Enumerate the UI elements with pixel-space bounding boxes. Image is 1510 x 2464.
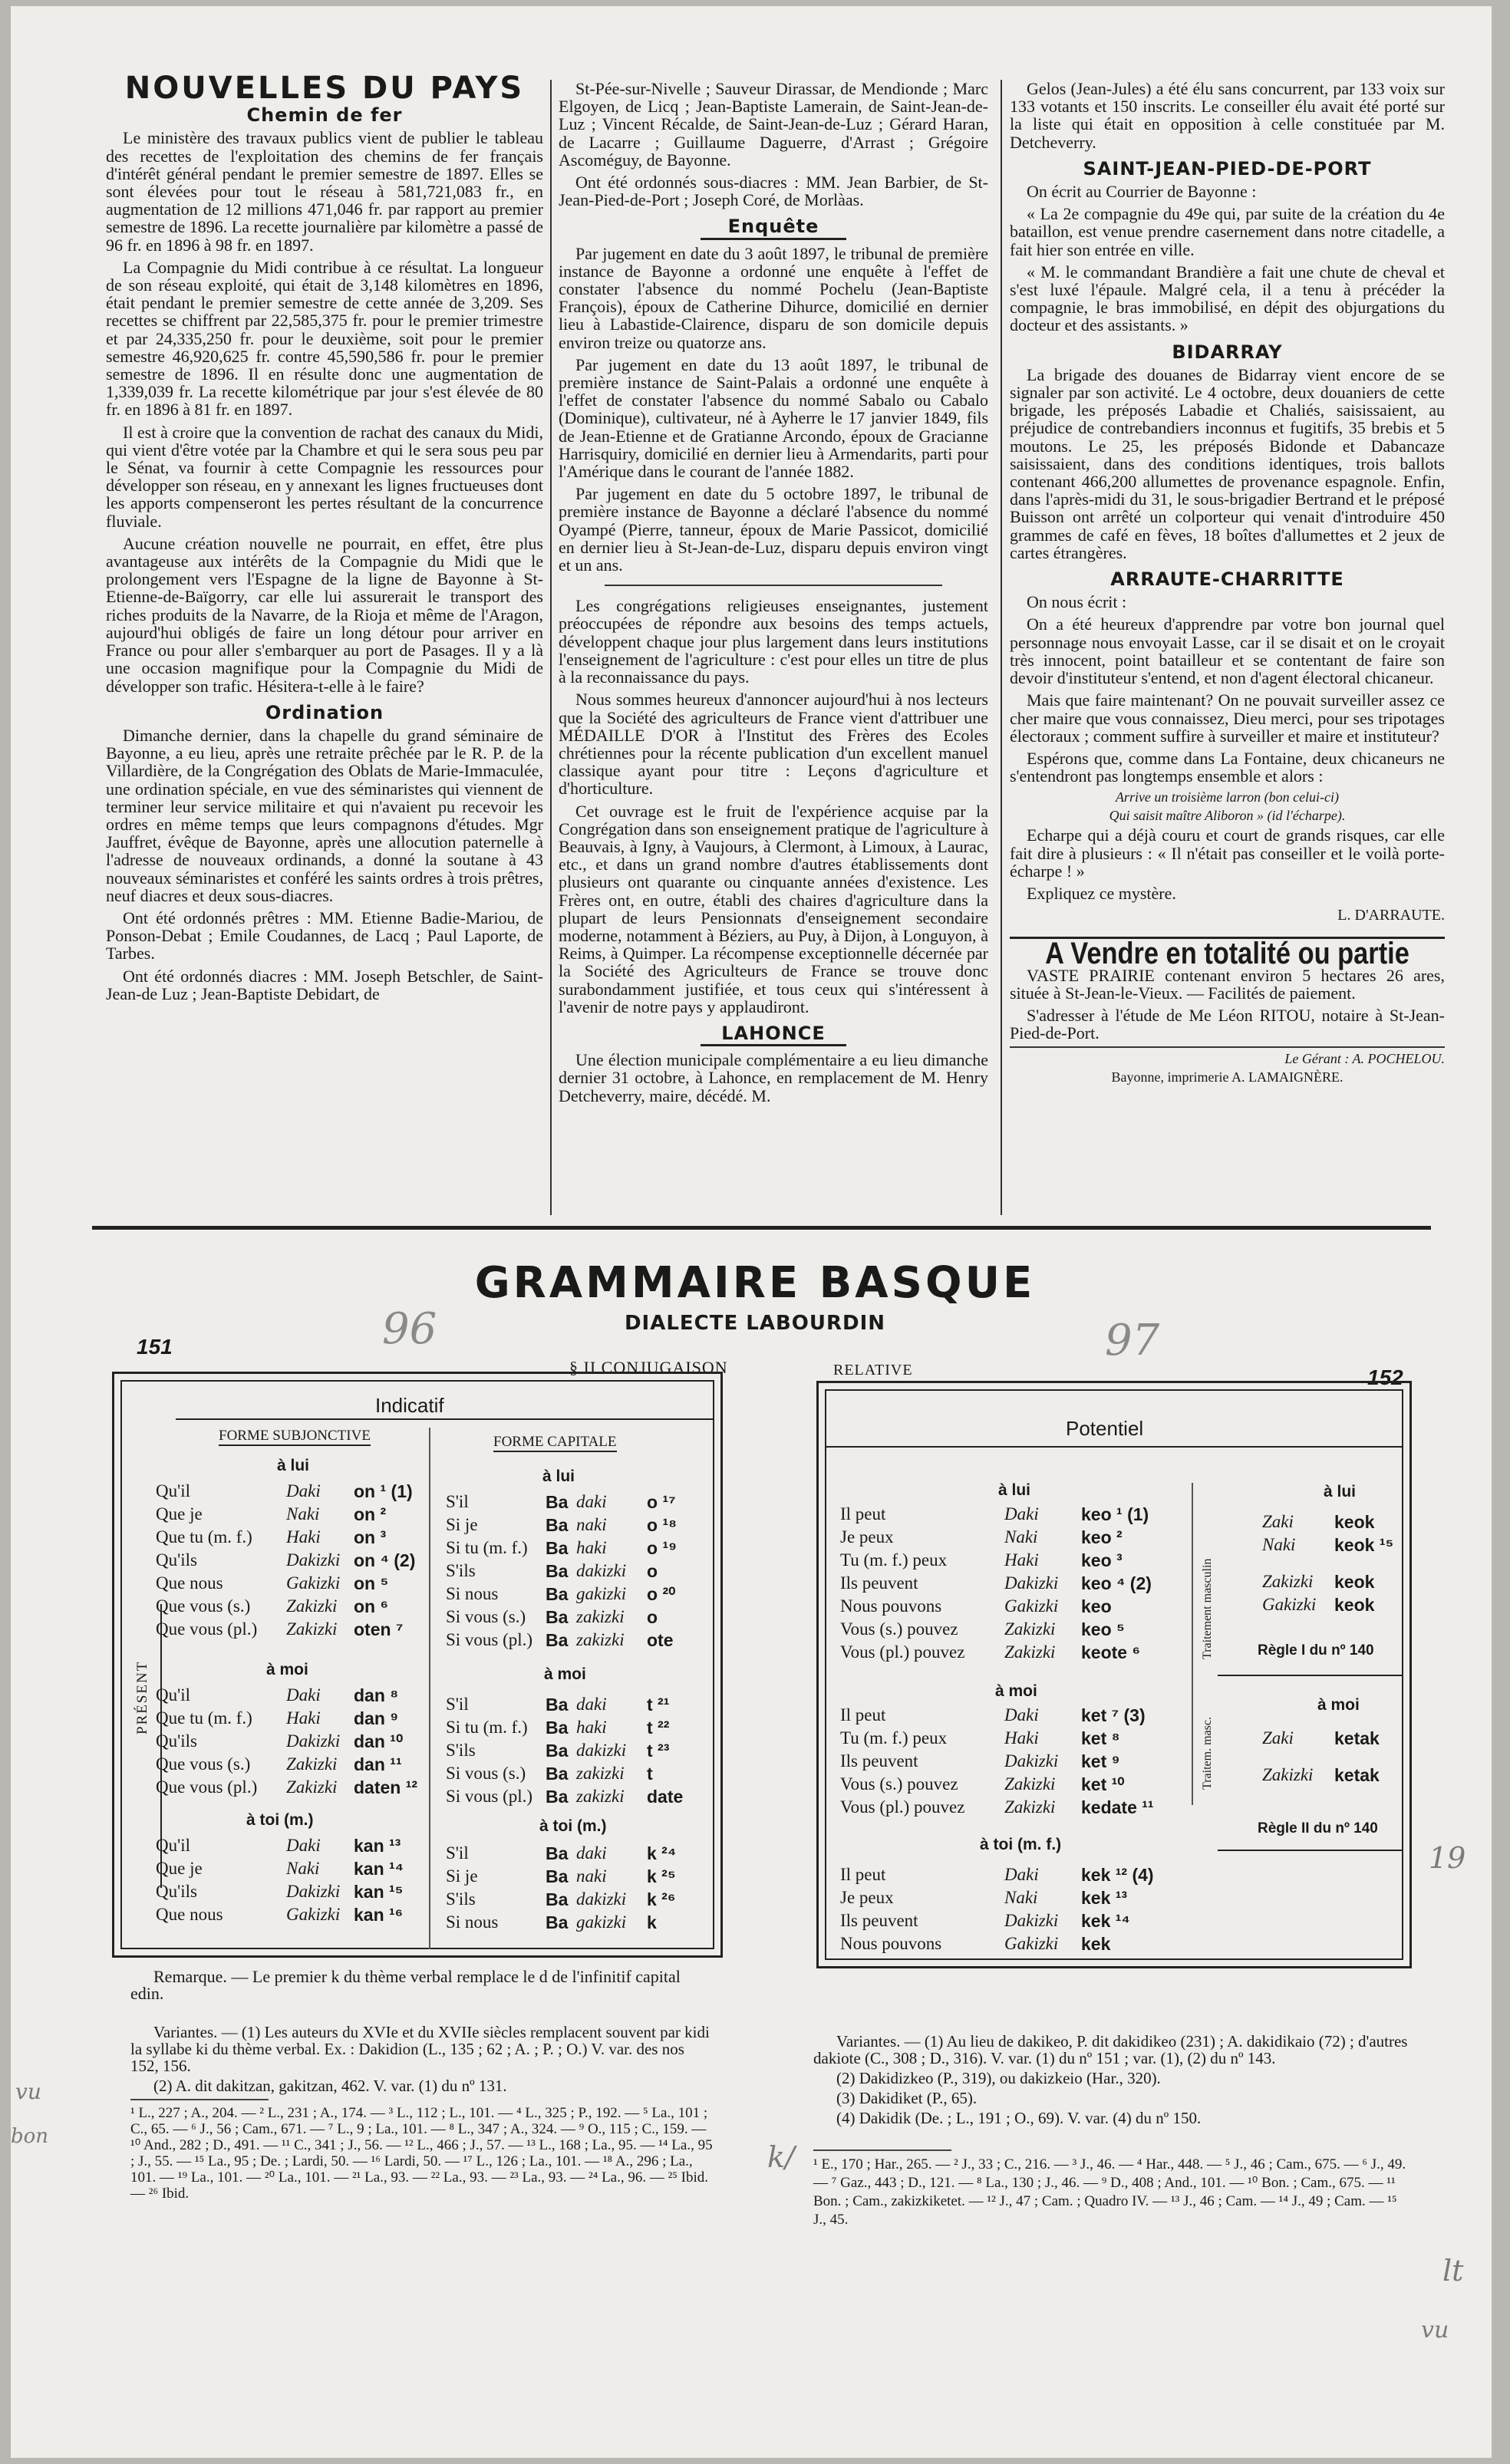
paragraph: Ont été ordonnés sous-diacres : MM. Jean Barbier, de St-Jean-Pied-de-Port ; Joseph Coré, de Morlàas. — [559, 173, 988, 210]
remarque-text: Remarque. — Le premier k du thème verbal remplace le d de l'infinitif capital edin. — [130, 1967, 681, 2003]
stem-cell: daki — [576, 1492, 607, 1511]
stem-cell: Haki — [286, 1527, 321, 1547]
suffix-cell: on ⁶ — [354, 1596, 389, 1616]
table-column-divider — [429, 1428, 430, 1949]
suffix-cell: ket ⁸ — [1081, 1728, 1120, 1748]
pronoun-cell: Qu'ils — [156, 1550, 197, 1570]
paragraph: Une élection municipale complémentaire a eu lieu dimanche dernier 31 octobre, à Lahonce, en remplacement de M. Henry Detcheverry, maire, décédé. M. — [559, 1050, 988, 1105]
column-2 — [559, 80, 988, 1109]
prefix-cell: Ba — [546, 1630, 569, 1650]
paragraph: Espérons que, comme dans La Fontaine, deux chicaneurs ne s'entendront pas longtemps ensemble et alors : — [1010, 748, 1445, 786]
separator — [605, 585, 942, 586]
present-label: PRÉSENT — [134, 1660, 150, 1734]
paragraph: « M. le commandant Brandière a fait une chute de cheval et s'est luxé l'épaule. Malgré cela, il a tenu à précéder la compagnie, le bras immobilisé, en dépit des objurgations du docteur et des assistants. » — [1010, 262, 1445, 335]
stem-cell: Daki — [1004, 1705, 1039, 1724]
stem-cell: zakizki — [576, 1787, 625, 1806]
suffix-cell: keok — [1334, 1512, 1375, 1532]
side-divider — [1218, 1675, 1402, 1676]
stem-cell: daki — [576, 1695, 607, 1714]
regle-2: Règle II du nº 140 — [1258, 1820, 1378, 1836]
section-a-lui: à lui — [998, 1481, 1031, 1499]
stem-cell: naki — [576, 1515, 607, 1534]
suffix-cell: on ⁵ — [354, 1573, 389, 1593]
stem-cell: Zakizki — [1004, 1774, 1056, 1794]
capital-heading: FORME CAPITALE — [493, 1434, 617, 1452]
masthead: NOUVELLES DU PAYS — [124, 71, 525, 106]
footnotes: ¹ L., 227 ; A., 204. — ² L., 231 ; A., 174. — ³ L., 112 ; L., 101. — ⁴ L., 325 ; P., 192. — ⁵ La., 101 ; C., 65. — ⁶ J., 56 ; Cam., 671. — ⁷ L., 9 ; La., 101. — ⁸ L., 347 ; A., 324. — ⁹ O., 115 ; C., 159. — ¹⁰ And., 282 ; D., 491. — ¹¹ C., 341 ; J., 56. — ¹² L., 466 ; J., 57. — ¹³ L., 168 ; La., 95. — ¹⁴ La., 95 ; J., 55. — ¹⁵ La., 95 ; De. ; Lardi, 50. — ¹⁶ Lardi, 50. — ¹⁷ L., 126 ; La., 101. — ¹⁸ A., 296 ; La., 101. — ¹⁹ La., 101. — ²⁰ La., 101. — ²¹ La., 93. — ²² La., 93. — ²³ La., 93. — ²⁴ La., 96. — ²⁵ Ibid. — ²⁶ Ibid. — [130, 2105, 713, 2202]
page-divider-rule — [92, 1226, 1431, 1230]
stem-cell: dakizki — [576, 1889, 627, 1909]
suffix-cell: kek ¹² (4) — [1081, 1865, 1154, 1885]
pronoun-cell: Si vous (s.) — [446, 1764, 526, 1783]
pronoun-cell: S'il — [446, 1695, 469, 1714]
pronoun-cell: Ils peuvent — [840, 1751, 918, 1771]
suffix-cell: keo ² — [1081, 1527, 1123, 1547]
suffix-cell: keok — [1334, 1572, 1375, 1592]
grammar-subtitle: DIALECTE LABOURDIN — [624, 1312, 886, 1335]
section-a-toi: à toi (m.) — [539, 1817, 607, 1835]
potentiel-table — [816, 1381, 1412, 1968]
prefix-cell: Ba — [546, 1741, 569, 1761]
printer-line: Bayonne, imprimerie A. LAMAIGNÈRE. — [1111, 1069, 1344, 1085]
prefix-cell: Ba — [546, 1515, 569, 1535]
pronoun-cell: Je peux — [840, 1527, 894, 1547]
stem-cell: Dakizki — [1004, 1751, 1059, 1771]
suffix-cell: o — [647, 1561, 658, 1581]
suffix-cell: keo ³ — [1081, 1550, 1123, 1570]
pronoun-cell: Qu'il — [156, 1836, 191, 1855]
pronoun-cell: Vous (pl.) pouvez — [840, 1797, 965, 1817]
paragraph: Le ministère des travaux publics vient de publier le tableau des recettes de l'exploitation des chemins de fer français d'intérêt général pendant le premier semestre de 1897. Elles se sont élevées pour tout le réseau à 581,721,083 fr., en augmentation de 12 millions 471,046 fr. par rapport au premier semestre de 1896. La recette journalière par kilomètre a passé de 96 fr. en 1896 à 98 fr. en 1897. — [106, 128, 543, 255]
suffix-cell: t — [647, 1764, 653, 1784]
heading-chemin-de-fer: Chemin de fer — [246, 104, 403, 127]
stem-cell: dakizki — [576, 1741, 627, 1760]
heading-saint-jean-pied-de-port: SAINT-JEAN-PIED-DE-PORT — [1083, 157, 1372, 180]
stem-cell: Naki — [286, 1859, 320, 1878]
paragraph: La Compagnie du Midi contribue à ce résultat. La longueur de son réseau exploité, qui était de 3,148 kilomètres en 1896, était pendant le premier semestre de cette année de 3,209. Ses recettes se chiffrent par 22,585,375 fr. pour le premier trimestre et par 24,335,250 fr. pour le deuxième, soit pour le premier semestre 46,920,625 fr. contre 45,590,586 fr. pour le premier semestre de 1896. Il en résulte donc une augmentation de 1,339,039 fr. La recette kilométrique par jour s'est élevée de 80 fr. en 1896 à 81 fr. en 1897. — [106, 257, 543, 420]
verse-line: Arrive un troisième larron (bon celui-ci) — [1115, 789, 1340, 805]
paragraph: Gelos (Jean-Jules) a été élu sans concurrent, par 133 voix sur 133 votants et 150 inscrits. Le conseiller élu avait été porté sur la liste qui était en opposition à celle constituée par M. Detcheverry. — [1010, 79, 1445, 152]
pencil-mark: 19 — [1429, 1841, 1466, 1875]
stem-cell: Gakizki — [286, 1905, 341, 1924]
section-a-moi: à moi — [266, 1661, 308, 1678]
stem-cell: Zakizki — [1262, 1765, 1314, 1784]
pronoun-cell: Qu'il — [156, 1685, 191, 1705]
suffix-cell: t ²¹ — [647, 1695, 670, 1715]
stem-cell: zakizki — [576, 1630, 625, 1649]
stem-cell: Dakizki — [1004, 1911, 1059, 1930]
suffix-cell: keo — [1081, 1596, 1112, 1616]
advertisement — [1010, 937, 1445, 1042]
remarque — [130, 1968, 714, 2005]
pronoun-cell: Qu'ils — [156, 1731, 197, 1751]
suffix-cell: ket ⁷ (3) — [1081, 1705, 1146, 1725]
variantes-text: (2) Dakidizkeo (P., 319), ou dakizkeio (Har., 320). — [836, 2069, 1161, 2087]
suffix-cell: kek ¹³ — [1081, 1888, 1128, 1908]
paragraph: Expliquez ce mystère. — [1027, 883, 1176, 903]
stem-cell: Gakizki — [1004, 1934, 1059, 1953]
paragraph: « La 2e compagnie du 49e qui, par suite de la création du 4e bataillon, est venue prendre casernement dans notre citadelle, a fait hier son entrée en ville. — [1010, 204, 1445, 259]
pronoun-cell: Il peut — [840, 1504, 886, 1524]
newspaper-section — [106, 71, 1445, 1215]
column-3 — [1010, 80, 1445, 1088]
suffix-cell: keok — [1334, 1595, 1375, 1615]
stem-cell: dakizki — [576, 1561, 627, 1580]
prefix-cell: Ba — [546, 1889, 569, 1909]
suffix-cell: ket ¹⁰ — [1081, 1774, 1125, 1794]
pronoun-cell: Nous pouvons — [840, 1596, 942, 1616]
pronoun-cell: Nous pouvons — [840, 1934, 942, 1953]
suffix-cell: k ²⁵ — [647, 1866, 676, 1886]
suffix-cell: keote ⁶ — [1081, 1642, 1141, 1662]
stem-cell: Naki — [286, 1504, 320, 1524]
stem-cell: Gakizki — [1004, 1596, 1059, 1616]
table-inner-border — [120, 1380, 714, 1949]
stem-cell: Naki — [1004, 1888, 1038, 1907]
stem-cell: Zakizki — [286, 1596, 338, 1616]
verse-line: Qui saisit maître Aliboron » (id l'écharpe). — [1109, 808, 1346, 824]
suffix-cell: o ¹⁷ — [647, 1492, 676, 1512]
pronoun-cell: Que tu (m. f.) — [156, 1708, 252, 1728]
section-a-lui: à lui — [542, 1468, 575, 1485]
stem-cell: Zakizki — [1262, 1572, 1314, 1591]
suffix-cell: ketak — [1334, 1765, 1380, 1785]
suffix-cell: keo ⁵ — [1081, 1619, 1125, 1639]
pronoun-cell: Ils peuvent — [840, 1573, 918, 1593]
paragraph: Les congrégations religieuses enseignantes, justement préoccupées de répondre aux besoins des temps actuels, développent chaque jour plus largement dans leurs institutions l'enseignement de l'agriculture : c'est pour elles un titre de plus à la reconnaissance du pays. — [559, 596, 988, 687]
suffix-cell: daten ¹² — [354, 1777, 418, 1797]
paragraph: Cet ouvrage est le fruit de l'expérience acquise par la Congrégation dans son enseignement pratique de l'agriculture à Beauvais, à Igny, à Vaujours, à Clermont, à Limoux, à Laurac, etc., et dans un grand nombre d'autres établissements dont plusieurs ont quarante ou cinquante années d'existence. Les Frères ont, en outre, établi des chaires d'agriculture dans la plupart de leurs Pensionnats d'enseignement secondaire moderne, notamment à Béziers, au Puy, à Dijon, à Longuyon, à Reims, à Quimper. La récompense exceptionnelle décernée par la Société des Agriculteurs de France se trouve donc surabondamment justifiée, et tous ceux qui s'intéressent à l'avenir de notre pays y applaudiront. — [559, 801, 988, 1016]
stem-cell: haki — [576, 1538, 607, 1557]
section-a-toi: à toi (m.) — [246, 1811, 314, 1829]
variantes-text: Variantes. — (1) Au lieu de dakikeo, P. dit dakidikeo (231) ; A. dakidikaio (72) ; d'autres dakiote (C., 308 ; D., 316). V. var. (1) du nº 151 ; var. (1), (2) du nº 143. — [813, 2032, 1408, 2067]
suffix-cell: o ¹⁸ — [647, 1515, 677, 1535]
stem-cell: Daki — [286, 1481, 321, 1500]
column-1 — [106, 71, 543, 1007]
paragraph: St-Pée-sur-Nivelle ; Sauveur Dirassar, de Mendionde ; Marc Elgoyen, de Licq ; Jean-Baptiste Lamerain, de Saint-Jean-de-Luz ; Vincent Récalde, de Saint-Jean-de-Luz ; Gérard Haran, de Lacarre ; Guillaume Daguerre, d'Arrast ; Grégoire Ascoméguy, de Bayonne. — [559, 79, 988, 170]
footnote-rule — [130, 2099, 269, 2100]
stem-cell: Dakizki — [1004, 1573, 1059, 1593]
suffix-cell: kan ¹³ — [354, 1836, 401, 1856]
stem-cell: haki — [576, 1718, 607, 1737]
pronoun-cell: Vous (s.) pouvez — [840, 1774, 958, 1794]
stem-cell: Zakizki — [286, 1754, 338, 1774]
ad-contact: S'adresser à l'étude de Me Léon RITOU, notaire à St-Jean-Pied-de-Port. — [1010, 1005, 1445, 1043]
suffix-cell: t ²³ — [647, 1741, 670, 1761]
stem-cell: Haki — [1004, 1728, 1039, 1748]
suffix-cell: o ²⁰ — [647, 1584, 676, 1604]
suffix-cell: k ²⁶ — [647, 1889, 676, 1909]
pronoun-cell: Qu'il — [156, 1481, 191, 1500]
stem-cell: Daki — [1004, 1504, 1039, 1524]
prefix-cell: Ba — [546, 1584, 569, 1604]
paragraph: Ont été ordonnés diacres : MM. Joseph Betschler, de Saint-Jean-de Luz ; Jean-Baptiste Debidart, de — [106, 966, 543, 1003]
ad-title: A Vendre en totalité ou partie — [1045, 937, 1409, 971]
suffix-cell: date — [647, 1787, 684, 1807]
suffix-cell: ketak — [1334, 1728, 1380, 1748]
prefix-cell: Ba — [546, 1843, 569, 1863]
paragraph: On a été heureux d'apprendre par votre bon journal quel personnage nous envoyait Lasse, car il se disait et on le croyait très innocent, point batailleur et se contentant de faire son devoir d'instituteur s'entend, et non d'agent électoral chicaneur. — [1010, 614, 1445, 688]
section-a-moi: à moi — [995, 1682, 1037, 1700]
suffix-cell: t ²² — [647, 1718, 670, 1738]
stem-cell: zakizki — [576, 1764, 625, 1783]
heading-lahonce: LAHONCE — [701, 1025, 846, 1046]
suffix-cell: k ²⁴ — [647, 1843, 677, 1863]
suffix-cell: keo ¹ (1) — [1081, 1504, 1149, 1524]
prefix-cell: Ba — [546, 1787, 569, 1807]
pronoun-cell: Que vous (pl.) — [156, 1777, 258, 1797]
pronoun-cell: Ils peuvent — [840, 1911, 918, 1930]
suffix-cell: kek ¹⁴ — [1081, 1911, 1130, 1931]
pronoun-cell: S'ils — [446, 1561, 476, 1580]
footnote-rule — [813, 2149, 951, 2151]
stem-cell: Zakizki — [1004, 1642, 1056, 1662]
pronoun-cell: Il peut — [840, 1865, 886, 1884]
pronoun-cell: Si tu (m. f.) — [446, 1538, 528, 1557]
suffix-cell: on ² — [354, 1504, 387, 1524]
stem-cell: Gakizki — [1262, 1595, 1317, 1614]
handwritten-number: 97 — [1105, 1316, 1160, 1365]
pronoun-cell: Je peux — [840, 1888, 894, 1907]
suffix-cell: keo ⁴ (2) — [1081, 1573, 1152, 1593]
subjunctive-heading: FORME SUBJONCTIVE — [219, 1428, 371, 1446]
stem-cell: Zakizki — [1004, 1619, 1056, 1639]
stem-cell: Zakizki — [286, 1777, 338, 1797]
prefix-cell: Ba — [546, 1492, 569, 1512]
stem-cell: Dakizki — [286, 1731, 341, 1751]
paragraph: Echarpe qui a déjà couru et court de grands risques, car elle fait dire à plusieurs : « Il n'était pas conseiller et le voilà porte-écharpe ! » — [1010, 825, 1445, 881]
stem-cell: Naki — [1004, 1527, 1038, 1547]
paragraph: Par jugement en date du 13 août 1897, le tribunal de première instance de Saint-Palais a ordonné une enquête à l'effet de constater l'absence du nommé Sabalo ou Cabalo (Dominique), cultivateur, né à Ayherre le 17 janvier 1849, fils de Jean-Etienne et de Gratianne Arcondo, époux de Gracianne Harrisquiry, domicilié en dernier lieu à Armendarits, parti pour l'Amérique dans le courant de l'année 1882. — [559, 354, 988, 482]
suffix-cell: kan ¹⁶ — [354, 1905, 404, 1925]
variantes-text: (3) Dakidiket (P., 65). — [836, 2089, 978, 2107]
pronoun-cell: Que vous (pl.) — [156, 1619, 258, 1639]
pencil-mark: lt — [1442, 2254, 1464, 2288]
stem-cell: Haki — [286, 1708, 321, 1728]
pronoun-cell: Il peut — [840, 1705, 886, 1724]
stem-cell: Daki — [286, 1685, 321, 1705]
regle-1: Règle I du nº 140 — [1258, 1642, 1374, 1659]
prefix-cell: Ba — [546, 1912, 569, 1932]
pronoun-cell: Tu (m. f.) peux — [840, 1728, 948, 1748]
suffix-cell: on ⁴ (2) — [354, 1550, 416, 1570]
prefix-cell: Ba — [546, 1538, 569, 1558]
stem-cell: naki — [576, 1866, 607, 1886]
paragraph: Par jugement en date du 5 octobre 1897, le tribunal de première instance de Bayonne a déclaré l'absence du nommé Oyampé (Pierre, tanneur, époux de Marie Passicot, domicilié en dernier lieu à St-Jean-de-Luz, disparu depuis environ vingt et un ans. — [559, 484, 988, 575]
pronoun-cell: Si vous (pl.) — [446, 1630, 533, 1649]
column-divider — [550, 80, 552, 1215]
section-a-lui: à lui — [277, 1457, 310, 1474]
paragraph: Aucune création nouvelle ne pourrait, en effet, être plus avantageuse aux intérêts de la Compagnie du Midi que le prolongement vers l'Espagne de la ligne de Bayonne à St-Etienne-de-Baïgorry, car elle lui assurerait le transport des riches produits de la Navarre, de la Rioja et même de l'Aragon, aujourd'hui obligés de faire un long détour pour arriver en France ou pour aller s'embarquer au port de Pasages. Il y a là une occasion magnifique pour la Compagnie du Midi de développer son trafic. Hésitera-t-elle à le faire? — [106, 533, 543, 696]
grammar-title: GRAMMAIRE BASQUE — [474, 1258, 1036, 1308]
table-rule — [176, 1418, 713, 1420]
suffix-cell: on ³ — [354, 1527, 387, 1547]
paragraph: La brigade des douanes de Bidarray vient encore de se signaler par son activité. Le 4 octobre, deux douaniers de cette brigade, les préposés Labadie et Chaliés, saisissaient, au préjudice de contrebandiers inconnus et fugitifs, 35 brebis et 5 moutons. Le 25, les préposés Bidonde et Dabancaze saisissaient, dans des conditions identiques, trois ballots contenant 466,200 allumettes de provenance espagnole. Enfin, dans l'après-midi du 31, le sous-brigadier Bertrand et le préposé Buisson ont arrêté un colporteur qui venait d'introduire 450 grammes de café en fèves, 18 boîtes d'allumettes et 2 jeux de cartes étrangères. — [1010, 364, 1445, 562]
stem-cell: Zakizki — [1004, 1797, 1056, 1817]
section-a-moi: à moi — [544, 1665, 586, 1683]
suffix-cell: dan ¹¹ — [354, 1754, 402, 1774]
pronoun-cell: S'ils — [446, 1741, 476, 1760]
paragraph: Ont été ordonnés prêtres : MM. Etienne Badie-Mariou, de Ponson-Debat ; Emile Coudannes, de Lacq ; Paul Laporte, de Tarbes. — [106, 908, 543, 964]
stem-cell: Gakizki — [286, 1573, 341, 1593]
signature: L. D'ARRAUTE. — [1337, 907, 1445, 924]
suffix-cell: kedate ¹¹ — [1081, 1797, 1154, 1817]
indicatif-table — [112, 1372, 723, 1958]
prefix-cell: Ba — [546, 1695, 569, 1715]
heading-arraute-charritte: ARRAUTE-CHARRITTE — [1110, 568, 1344, 591]
prefix-cell: Ba — [546, 1764, 569, 1784]
prefix-cell: Ba — [546, 1718, 569, 1738]
handwritten-number: 96 — [382, 1304, 437, 1354]
paragraph: On écrit au Courrier de Bayonne : — [1027, 182, 1257, 202]
pronoun-cell: S'ils — [446, 1889, 476, 1909]
stem-cell: Zakizki — [286, 1619, 338, 1639]
stem-cell: zakizki — [576, 1607, 625, 1626]
prefix-cell: Ba — [546, 1607, 569, 1627]
ad-body: VASTE PRAIRIE contenant environ 5 hectares 26 ares, située à St-Jean-le-Vieux. — Facilités de paiement. — [1010, 965, 1445, 1003]
stem-cell: Naki — [1262, 1535, 1296, 1554]
pronoun-cell: Que tu (m. f.) — [156, 1527, 252, 1547]
stem-cell: Daki — [286, 1836, 321, 1855]
page-number-right: 152 — [1367, 1365, 1403, 1389]
vertical-label-masculin: Traitement masculin — [1201, 1558, 1214, 1659]
pencil-mark: bon — [11, 2125, 49, 2148]
suffix-cell: keok ¹⁵ — [1334, 1535, 1394, 1555]
section-a-toi: à toi (m. f.) — [980, 1836, 1062, 1853]
pronoun-cell: Si vous (s.) — [446, 1607, 526, 1626]
prefix-cell: Ba — [546, 1866, 569, 1886]
pronoun-cell: Si tu (m. f.) — [446, 1718, 528, 1737]
suffix-cell: kek — [1081, 1934, 1111, 1954]
stem-cell: Daki — [1004, 1865, 1039, 1884]
pronoun-cell: Tu (m. f.) peux — [840, 1550, 948, 1570]
heading-enquete: Enquête — [701, 218, 846, 239]
suffix-cell: ote — [647, 1630, 674, 1650]
pronoun-cell: S'il — [446, 1492, 469, 1511]
pronoun-cell: Si vous (pl.) — [446, 1787, 533, 1806]
page-number-left: 151 — [137, 1335, 173, 1359]
variantes-right — [813, 2033, 1412, 2232]
pronoun-cell: S'il — [446, 1843, 469, 1863]
suffix-cell: on ¹ (1) — [354, 1481, 413, 1501]
heading-ordination: Ordination — [265, 701, 384, 723]
variantes-text: (4) Dakidik (De. ; L., 191 ; O., 69). V. var. (4) du nº 150. — [836, 2109, 1202, 2127]
stem-cell: Dakizki — [286, 1882, 341, 1901]
pronoun-cell: Que vous (s.) — [156, 1754, 251, 1774]
pronoun-cell: Si nous — [446, 1584, 499, 1603]
vertical-label-masc: Traitem. masc. — [1201, 1717, 1214, 1790]
pencil-mark: vu — [1421, 2317, 1449, 2344]
pronoun-cell: Que vous (s.) — [156, 1596, 251, 1616]
heading-bidarray: BIDARRAY — [1172, 341, 1283, 363]
side-divider — [1218, 1850, 1402, 1851]
pencil-mark: k/ — [767, 2140, 795, 2174]
pronoun-cell: Que nous — [156, 1573, 223, 1593]
prefix-cell: Ba — [546, 1561, 569, 1581]
suffix-cell: kan ¹⁵ — [354, 1882, 404, 1902]
suffix-cell: k — [647, 1912, 657, 1932]
paragraph: Il est à croire que la convention de rachat des canaux du Midi, qui vient d'être votée par la Chambre et qui le sera sous peu par le Sénat, va fournir à cette Compagnie les ressources pour développer son réseau, en y annexant les lignes fructueuses dont les apports compenseront les pertes résultant de la concurrence fluviale. — [106, 422, 543, 531]
pencil-mark: vu — [15, 2079, 41, 2104]
suffix-cell: ket ⁹ — [1081, 1751, 1120, 1771]
table-title: Indicatif — [375, 1394, 444, 1417]
pronoun-cell: Que je — [156, 1859, 203, 1878]
suffix-cell: o ¹⁹ — [647, 1538, 678, 1558]
gerant: Le Gérant : A. POCHELOU. — [1010, 1046, 1445, 1066]
stem-cell: gakizki — [576, 1584, 627, 1603]
suffix-cell: kan ¹⁴ — [354, 1859, 404, 1879]
paragraph: Mais que faire maintenant? On ne pouvait surveiller assez ce cher maire que vous connaissez, Dieu merci, pour ses tripotages électoraux ; comment suffire à surveiller et maire et instituteur? — [1010, 690, 1445, 746]
paragraph: On nous écrit : — [1027, 592, 1127, 612]
pronoun-cell: Vous (s.) pouvez — [840, 1619, 958, 1639]
variantes-text: Variantes. — (1) Les auteurs du XVIe et du XVIIe siècles remplacent souvent par kidi la syllabe ki du thème verbal. Ex. : Dakidion (L., 135 ; 62 ; A. ; P. ; O.) V. var. des nos 152, 156. — [130, 2023, 710, 2075]
footnotes: ¹ E., 170 ; Har., 265. — ² J., 33 ; C., 216. — ³ J., 46. — ⁴ Har., 448. — ⁵ J., 46 ; Cam., 675. — ⁶ J., 49. — ⁷ Gaz., 443 ; D., 121. — ⁸ La., 130 ; J., 46. — ⁹ D., 408 ; And., 101. — ¹⁰ Bon. ; Cam., 675. — ¹¹ Bon. ; Cam., zakizkiketet. — ¹² J., 47 ; Cam. ; Quadro IV. — ¹³ J., 46 ; Cam. — ¹⁴ J., 49 ; Cam. — ¹⁵ J., 45. — [813, 2156, 1406, 2228]
pronoun-cell: Si je — [446, 1866, 478, 1886]
paragraph: Par jugement en date du 3 août 1897, le tribunal de première instance de Bayonne a ordonné une enquête à l'effet de constater l'absence du nommé Pochelu (Jean-Baptiste François), époux de Catherine Dihurce, domicilié en dernier lieu à Labastide-Clairence, disparu de son domicile depuis environ treize ou quatorze ans. — [559, 243, 988, 352]
pronoun-cell: Que je — [156, 1504, 203, 1524]
table-rule — [826, 1446, 1402, 1448]
stem-cell: Haki — [1004, 1550, 1039, 1570]
stem-cell: Zaki — [1262, 1512, 1294, 1531]
pronoun-cell: Que nous — [156, 1905, 223, 1924]
column-divider — [1001, 80, 1002, 1215]
stem-cell: Dakizki — [286, 1550, 341, 1570]
suffix-cell: dan ⁸ — [354, 1685, 399, 1705]
paragraph: Nous sommes heureux d'annoncer aujourd'hui à nos lecteurs que la Société des agriculteurs de France vient d'attribuer une MÉDAILLE D'OR à l'Institut des Frères des Ecoles chrétiennes pour la récente publication d'un excellent manuel classique ayant pour titre : Leçons d'agriculture et d'horticulture. — [559, 690, 988, 799]
table-title: Potentiel — [1066, 1417, 1144, 1440]
suffix-cell: dan ¹⁰ — [354, 1731, 404, 1751]
suffix-cell: oten ⁷ — [354, 1619, 404, 1639]
side-section-a-moi: à moi — [1317, 1696, 1360, 1714]
side-section-a-lui: à lui — [1324, 1483, 1357, 1500]
variantes-left — [130, 2024, 714, 2205]
suffix-cell: o — [647, 1607, 658, 1627]
suffix-cell: dan ⁹ — [354, 1708, 399, 1728]
variantes-text: (2) A. dit dakitzan, gakitzan, 462. V. var. (1) du nº 131. — [153, 2077, 507, 2095]
stem-cell: gakizki — [576, 1912, 627, 1932]
pronoun-cell: Vous (pl.) pouvez — [840, 1642, 965, 1662]
paragraph: Dimanche dernier, dans la chapelle du grand séminaire de Bayonne, a eu lieu, après une retraite prêchée par le R. P. de la Villardière, de la Congrégation des Oblats de Marie-Immaculée, une ordination spéciale, en vue des séminaristes qui viennent de terminer leur service militaire et qui n'avaient pu recevoir les ordres en même temps que leurs compagnons d'études. Mgr Jauffret, évêque de Bayonne, après une allocution paternelle à l'adresse de nouveaux ordinands, a donné la soutane à 43 nouveaux séminaristes et conféré les saints ordres à trois prêtres, neuf diacres et deux sous-diacres. — [106, 725, 543, 905]
stem-cell: Zaki — [1262, 1728, 1294, 1748]
stem-cell: daki — [576, 1843, 607, 1863]
pronoun-cell: Qu'ils — [156, 1882, 197, 1901]
pronoun-cell: Si nous — [446, 1912, 499, 1932]
pronoun-cell: Si je — [446, 1515, 478, 1534]
table-column-divider — [1192, 1483, 1193, 1805]
running-head-left: § II CONJUGAISON — [569, 1358, 728, 1377]
running-head-right: RELATIVE — [833, 1362, 913, 1379]
